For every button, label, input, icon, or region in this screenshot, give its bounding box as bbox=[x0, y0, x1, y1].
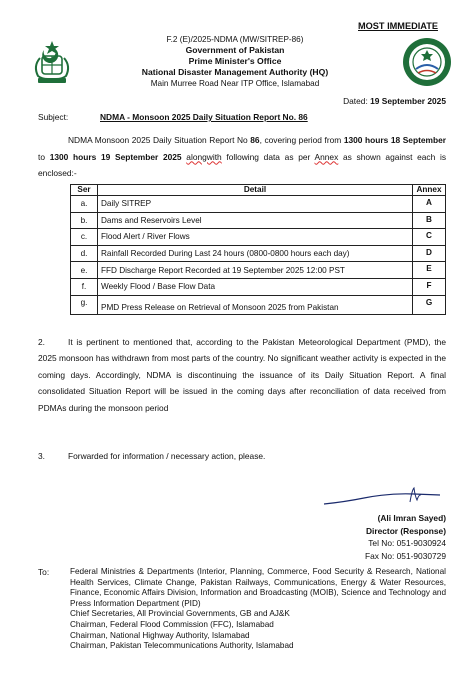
list-item: Chairman, National Highway Authority, Islamabad bbox=[70, 630, 250, 640]
paragraph-3-number: 3. bbox=[38, 451, 45, 461]
row-ser: e. bbox=[71, 262, 98, 279]
row-annex: F bbox=[413, 278, 446, 295]
row-detail: Daily SITREP bbox=[98, 196, 413, 213]
recipient-list bbox=[70, 567, 446, 652]
row-detail: Rainfall Recorded During Last 24 hours (0800-0800 hours each day) bbox=[98, 245, 413, 262]
paragraph-3 bbox=[38, 451, 265, 461]
annex-word: Annex bbox=[314, 151, 339, 162]
row-ser: b. bbox=[71, 212, 98, 229]
row-annex: C bbox=[413, 229, 446, 246]
table-row bbox=[71, 278, 446, 295]
reference-number: F.2 (E)/2025-NDMA (MW/SITREP-86) bbox=[166, 35, 304, 44]
government-name: Government of Pakistan bbox=[185, 45, 285, 55]
table-row bbox=[71, 262, 446, 279]
annex-table bbox=[70, 184, 446, 315]
dated-label: Dated: bbox=[343, 96, 371, 106]
list-item: Chief Secretaries, All Provincial Governments, GB and AJ&K bbox=[70, 609, 290, 619]
table-row bbox=[71, 229, 446, 246]
row-annex: G bbox=[413, 295, 446, 314]
row-annex: B bbox=[413, 212, 446, 229]
list-item: Chairman, Pakistan Telecommunications Authority, Islamabad bbox=[70, 641, 294, 651]
signatory-tel: Tel No: 051-9030924 bbox=[368, 538, 446, 548]
row-detail: Flood Alert / River Flows bbox=[98, 229, 413, 246]
intro-text-2: , covering period from bbox=[259, 135, 344, 145]
header-annex: Annex bbox=[413, 185, 446, 196]
office-name: Prime Minister's Office bbox=[188, 56, 282, 66]
paragraph-2-text: It is pertinent to mentioned that, according to the Pakistan Meteorological Department (PMD), the 2025 monsoon has withdrawn from most parts of the country. No significant weather activity is expected in the coming days. Accordingly, NDMA is discontinuing the issuance of its Daily Situation Report. A final consolidated Situation Report will be issued in the coming days after reconciliation of data received from PDMAs during the monsoon period bbox=[38, 337, 446, 413]
row-annex: E bbox=[413, 262, 446, 279]
signatory-fax: Fax No: 051-9030729 bbox=[364, 550, 446, 561]
row-annex: D bbox=[413, 245, 446, 262]
signature-block bbox=[365, 512, 446, 562]
dated-value: 19 September 2025 bbox=[370, 96, 446, 106]
state-emblem-icon bbox=[28, 38, 76, 86]
authority-name: National Disaster Management Authority (HQ) bbox=[141, 67, 329, 77]
table-row bbox=[71, 245, 446, 262]
signatory-name: (Ali Imran Sayed) bbox=[377, 513, 446, 523]
row-detail: PMD Press Release on Retrieval of Monsoon 2025 from Pakistan bbox=[98, 295, 413, 314]
intro-text-6: as shown against each is enclosed:- bbox=[38, 151, 447, 178]
report-number: 86 bbox=[250, 135, 260, 145]
row-detail: FFD Discharge Report Recorded at 19 September 2025 12:00 PST bbox=[98, 262, 413, 279]
row-detail: Weekly Flood / Base Flow Data bbox=[98, 278, 413, 295]
table-row bbox=[71, 212, 446, 229]
paragraph-2 bbox=[38, 334, 446, 416]
date-line bbox=[343, 96, 446, 106]
row-ser: d. bbox=[71, 245, 98, 262]
row-ser: c. bbox=[71, 229, 98, 246]
header-ser: Ser bbox=[71, 185, 98, 196]
to-label: To: bbox=[38, 567, 50, 577]
row-ser: a. bbox=[71, 196, 98, 213]
row-ser: g. bbox=[71, 295, 98, 314]
subject-text: NDMA - Monsoon 2025 Daily Situation Report No. 86 bbox=[100, 112, 308, 122]
signature-icon bbox=[322, 484, 442, 510]
list-item: Federal Ministries & Departments (Interior, Planning, Commerce, Food Security & Research, National Health Services, Climate Change, Pakistan Railways, Communications, Energy & Water Resources, Finance, Economic Affairs Division, Information and Broadcasting (MOIB), Science and Technology and Press Information Department (PID) bbox=[70, 567, 446, 608]
paragraph-3-text: Forwarded for information / necessary action, please. bbox=[68, 451, 266, 461]
authority-address: Main Murree Road Near ITP Office, Islamabad bbox=[150, 79, 320, 88]
period-start: 1300 hours 18 September bbox=[343, 135, 446, 145]
header-detail: Detail bbox=[98, 185, 413, 196]
table-row bbox=[71, 295, 446, 314]
intro-paragraph bbox=[38, 132, 446, 182]
letterhead bbox=[100, 34, 370, 89]
subject-label: Subject: bbox=[38, 112, 69, 122]
priority-label: MOST IMMEDIATE bbox=[358, 21, 438, 31]
row-detail: Dams and Reservoirs Level bbox=[98, 212, 413, 229]
intro-text-5: following data as per bbox=[221, 151, 315, 162]
table-row bbox=[71, 196, 446, 213]
paragraph-2-number: 2. bbox=[38, 337, 45, 347]
table-header-row bbox=[71, 185, 446, 196]
ndma-logo-icon bbox=[401, 36, 453, 88]
list-item: Chairman, Federal Flood Commission (FFC), Islamabad bbox=[70, 619, 274, 629]
intro-text-3: to bbox=[38, 151, 50, 162]
intro-text-1: NDMA Monsoon 2025 Daily Situation Report No bbox=[68, 135, 251, 145]
row-ser: f. bbox=[71, 278, 98, 295]
alongwith-word: alongwith bbox=[186, 151, 222, 162]
signatory-designation: Director (Response) bbox=[365, 525, 446, 536]
row-annex: A bbox=[413, 196, 446, 213]
period-end: 1300 hours 19 September 2025 bbox=[49, 151, 182, 162]
